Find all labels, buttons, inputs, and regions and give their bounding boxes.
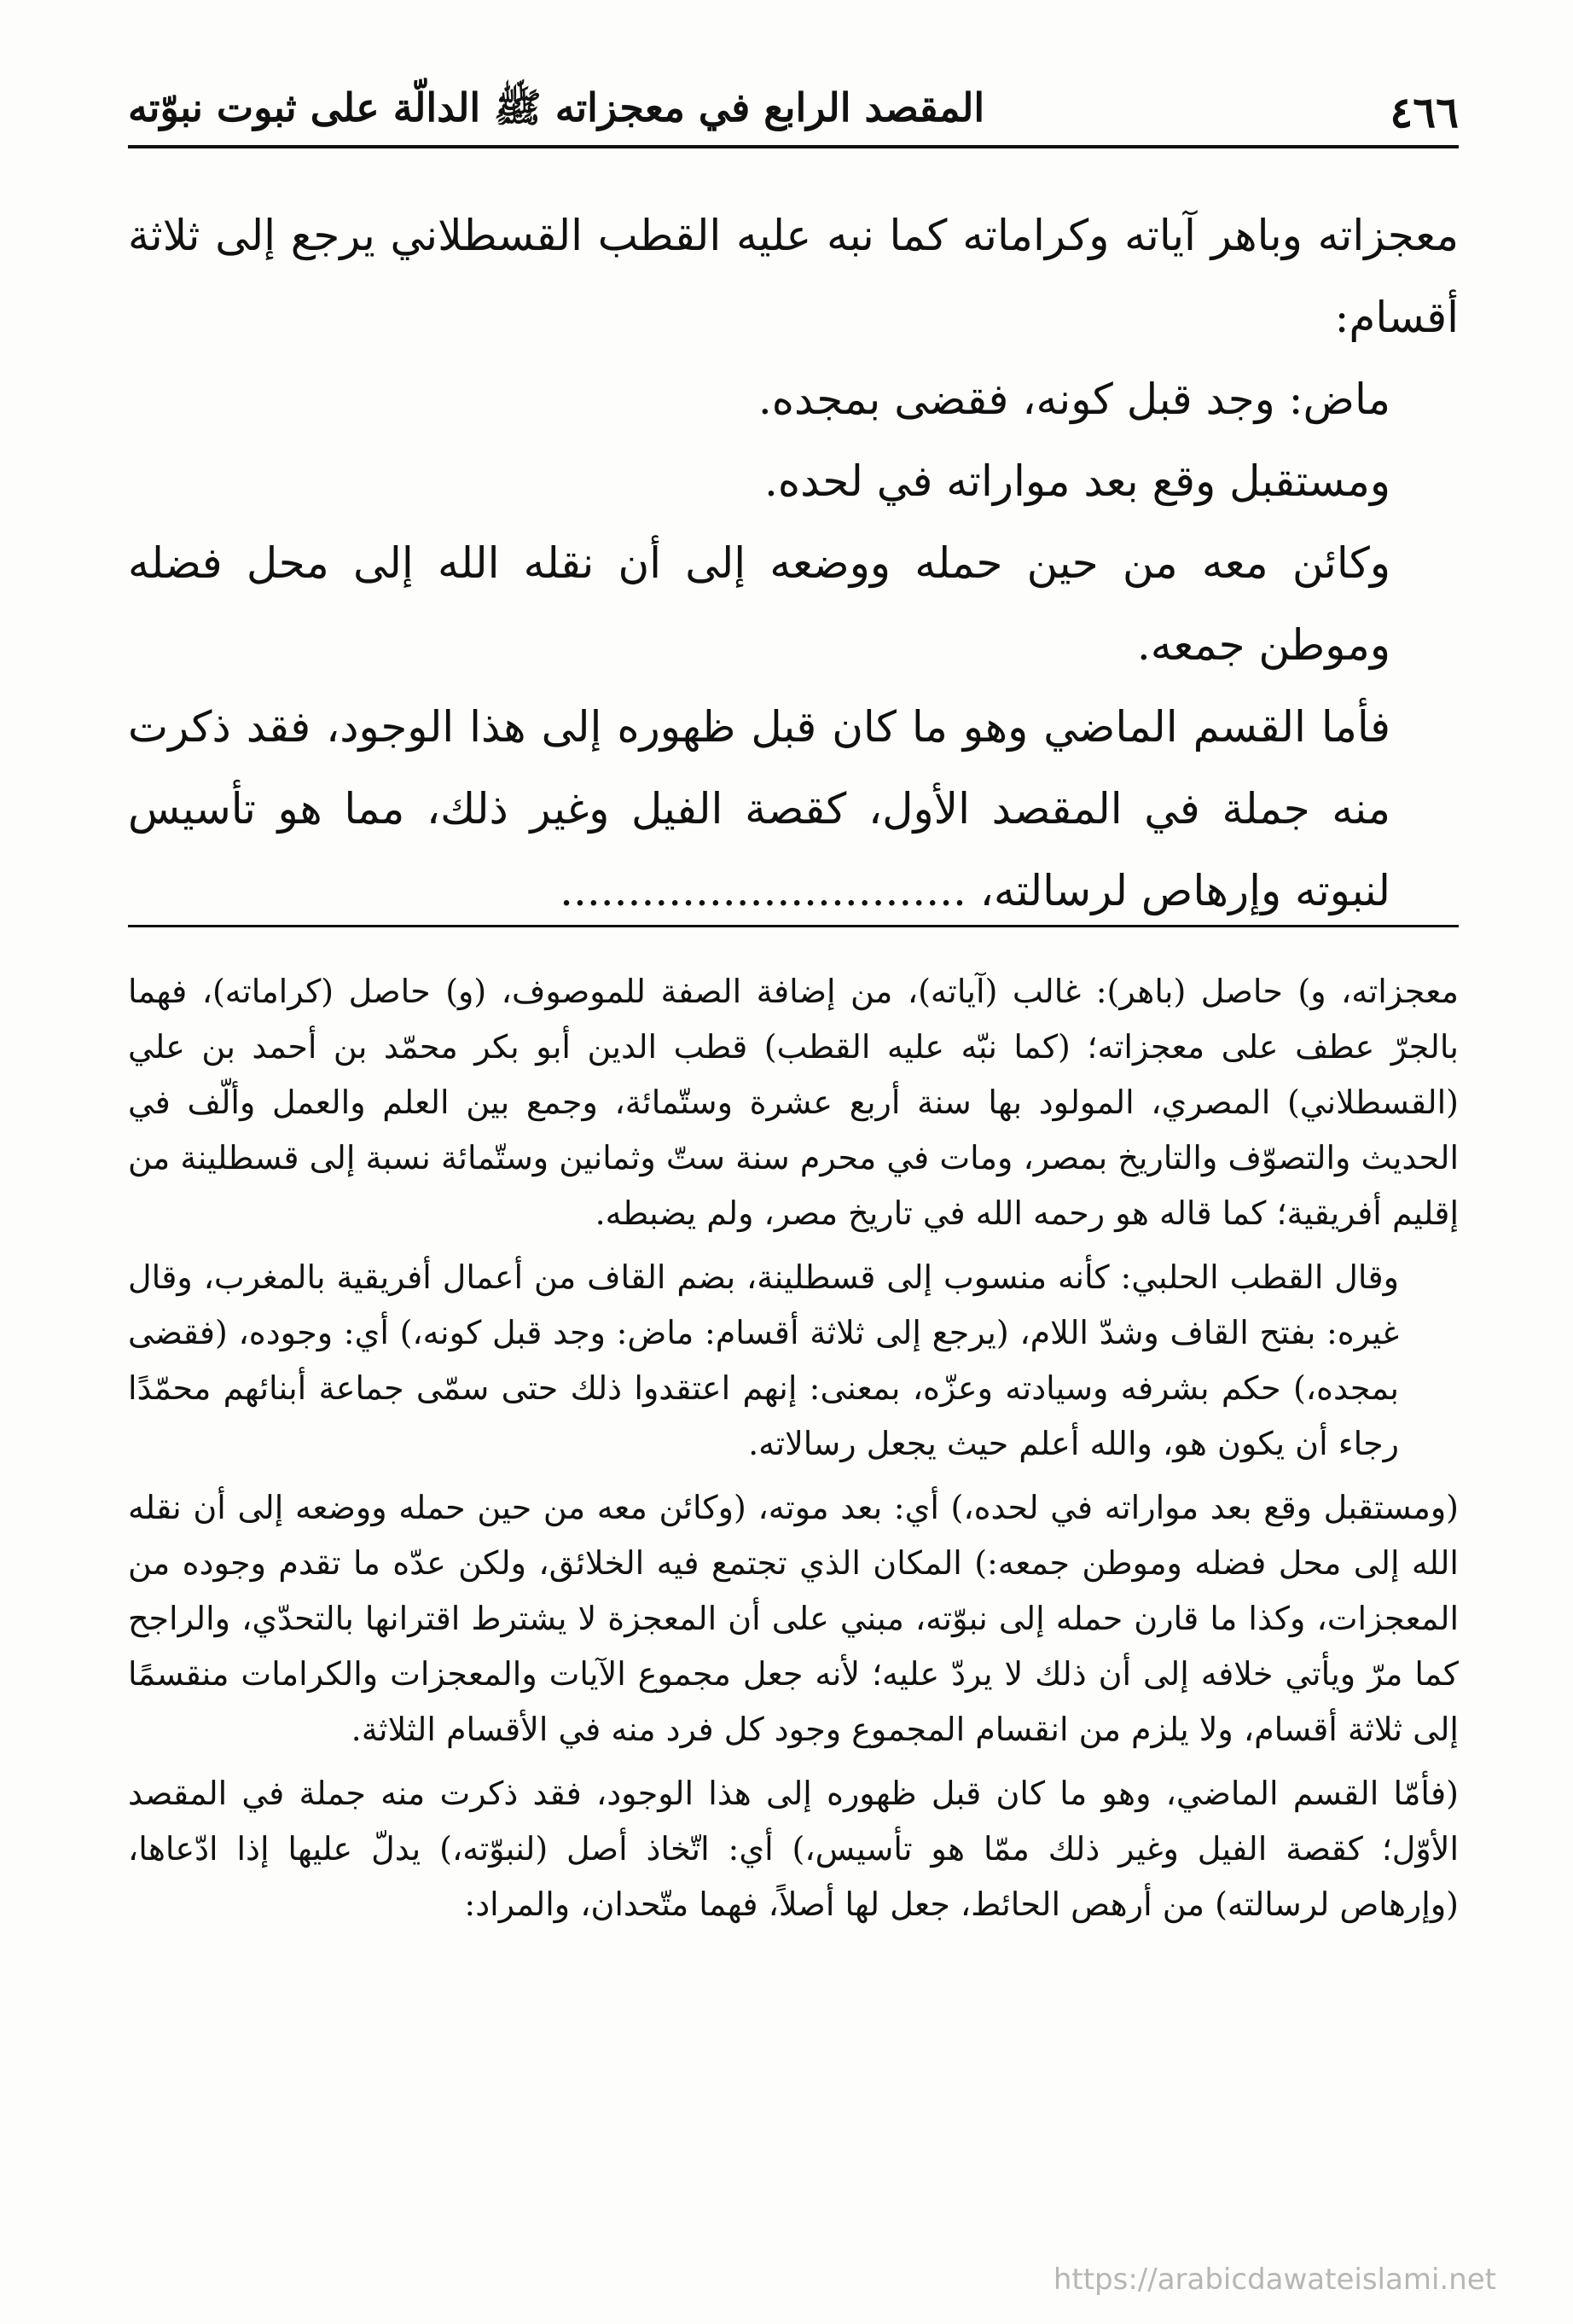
main-paragraph-text: فأما القسم الماضي وهو ما كان قبل ظهوره إلى هذا الوجود، فقد ذكرت منه جملة في المقصد الأول، كقصة الفيل وغير ذلك، مما هو تأسيس لنبوته وإرهاص لرسالته، — [128, 702, 1390, 915]
commentary-paragraph: (فأمّا القسم الماضي، وهو ما كان قبل ظهوره إلى هذا الوجود، فقد ذكرت منه جملة في المقصد الأوّل؛ كقصة الفيل وغير ذلك ممّا هو تأسيس،) أي: اتّخاذ أصل (لنبوّته،) يدلّ عليها إذا ادّعاها، (وإرهاص لرسالته) من أرهص الحائط، جعل لها أصلاً، فهما متّحدان، والمراد: — [128, 1775, 1459, 1923]
main-paragraph: ومستقبل وقع بعد مواراته في لحده. — [764, 456, 1390, 506]
main-paragraph: معجزاته وباهر آياته وكراماته كما نبه عليه القطب القسطلاني يرجع إلى ثلاثة أقسام: — [128, 211, 1459, 342]
commentary-text — [128, 964, 1459, 1932]
main-paragraph: وكائن معه من حين حمله ووضعه إلى أن نقله الله إلى محل فضله وموطن جمعه. — [128, 538, 1390, 670]
commentary-paragraph: معجزاته، و) حاصل (باهر): غالب (آياته)، من إضافة الصفة للموصوف، (و) حاصل (كراماته)، فهما بالجرّ عطف على معجزاته؛ (كما نبّه عليه القطب) قطب الدين أبو بكر محمّد بن أحمد بن علي (القسطلاني) المصري، المولود بها سنة أربع عشرة وستّمائة، وجمع بين العلم والعمل وألّف في الحديث والتصوّف والتاريخ بمصر، ومات في محرم سنة ستّ وثمانين وستّمائة نسبة إلى قسطلينة من إقليم أفريقية؛ كما قاله هو رحمه الله في تاريخ مصر، ولم يضبطه. — [128, 973, 1460, 1232]
page-header — [128, 78, 1459, 145]
running-title: المقصد الرابع في معجزاته ﷺ الدالّة على ثبوت نبوّته — [128, 84, 985, 131]
separator-rule — [128, 925, 1459, 927]
watermark-url: https://arabicdawateislami.net — [1053, 2263, 1496, 2297]
commentary-paragraph: (ومستقبل وقع بعد مواراته في لحده،) أي: بعد موته، (وكائن معه من حين حمله ووضعه إلى أن نقله الله إلى محل فضله وموطن جمعه:) المكان الذي تجتمع فيه الخلائق، ولكن عدّه ما تقدم وجوده من المعجزات، وكذا ما قارن حمله إلى نبوّته، مبني على أن المعجزة لا يشترط اقترانها بالتحدّي، والراجح كما مرّ ويأتي خلافه إلى أن ذلك لا يردّ عليه؛ لأنه جعل مجموع الآيات والمعجزات والكرامات منقسمًا إلى ثلاثة أقسام، ولا يلزم من انقسام المجموع وجود كل فرد منه في الأقسام الثلاثة. — [128, 1489, 1459, 1748]
main-paragraph: ماض: وجد قبل كونه، فقضى بمجده. — [757, 375, 1390, 424]
commentary-paragraph: وقال القطب الحلبي: كأنه منسوب إلى قسطلينة، بضم القاف من أعمال أفريقية بالمغرب، وقال غيره: بفتح القاف وشدّ اللام، (يرجع إلى ثلاثة أقسام: ماض: وجد قبل كونه،) أي: وجوده، (فقضى بمجده،) حكم بشرفه وسيادته وعزّه، بمعنى: إنهم اعتقدوا ذلك حتى سمّى جماعة أبنائهم محمّدًا رجاء أن يكون هو، والله أعلم حيث يجعل رسالاته. — [128, 1258, 1399, 1462]
main-text — [128, 195, 1459, 932]
main-paragraph — [128, 686, 1459, 932]
ellipsis-dots: .............................. — [560, 866, 966, 915]
header-rule — [128, 145, 1459, 148]
page-number: ٤٦٦ — [1390, 86, 1459, 137]
